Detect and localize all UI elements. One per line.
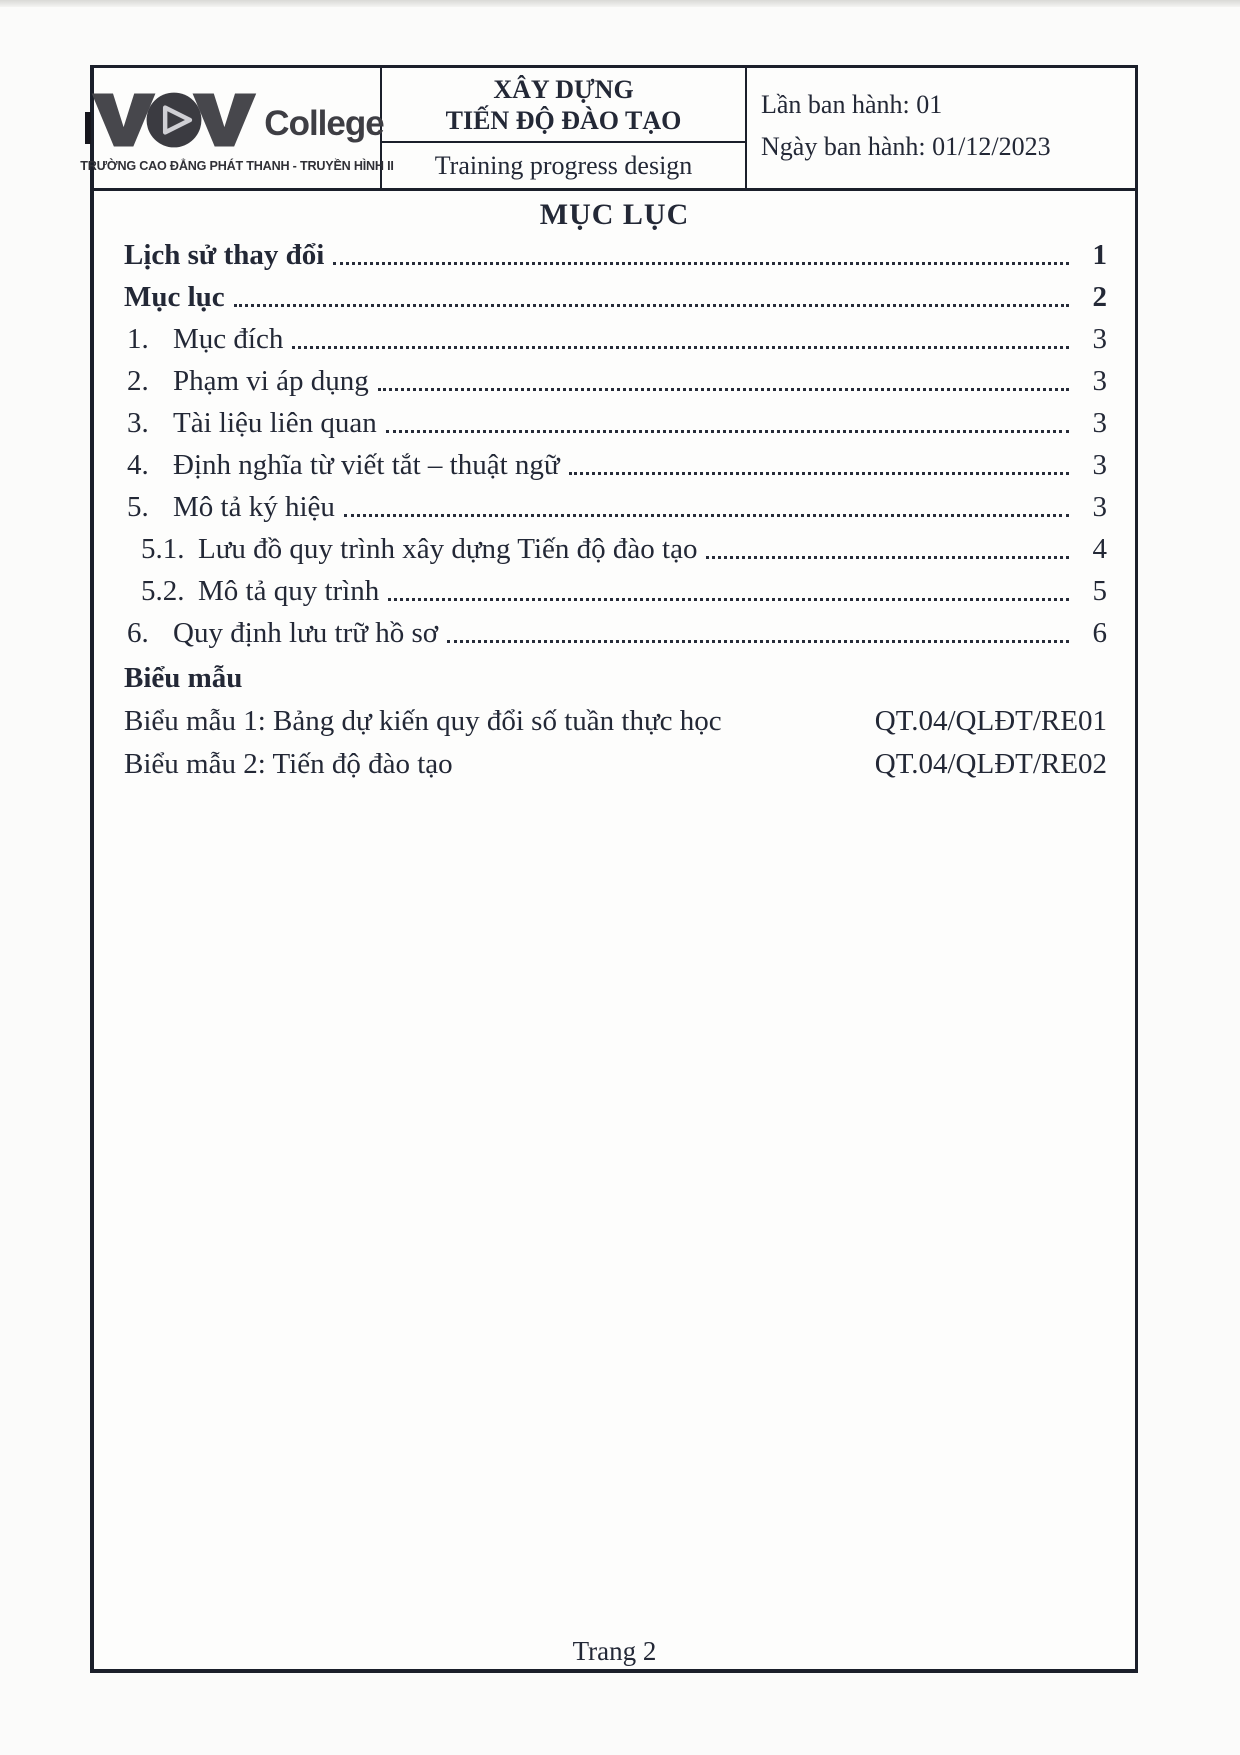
toc-entry-page: 2 xyxy=(1092,280,1107,313)
toc-entry xyxy=(94,318,1135,360)
toc-entry-label: Lịch sử thay đổi xyxy=(124,238,325,271)
dotted-leader xyxy=(569,472,1069,475)
toc-entry-page: 3 xyxy=(1092,322,1107,355)
toc-entry-page: 5 xyxy=(1092,574,1107,607)
dotted-leader xyxy=(344,514,1069,517)
toc-entry xyxy=(94,444,1135,486)
document-frame xyxy=(80,65,1138,1673)
logo-cell xyxy=(80,68,394,188)
toc-entry-number: 6. xyxy=(127,616,149,649)
toc-entry xyxy=(94,528,1135,570)
dotted-leader xyxy=(333,262,1069,265)
toc-entry xyxy=(94,612,1135,654)
vov-logo xyxy=(90,88,383,152)
toc-title: MỤC LỤC xyxy=(539,198,690,231)
dotted-leader xyxy=(292,346,1069,349)
toc-entry xyxy=(94,276,1135,318)
form-row xyxy=(94,700,1135,743)
toc-entry-page: 6 xyxy=(1092,616,1107,649)
page-footer: Trang 2 xyxy=(572,1636,657,1666)
issue-number: Lần ban hành: 01 xyxy=(761,90,943,119)
toc-entry-label: Mô tả quy trình xyxy=(198,574,380,607)
dotted-leader xyxy=(386,430,1069,433)
toc-entry-page: 3 xyxy=(1092,406,1107,439)
title-line2: TIẾN ĐỘ ĐÀO TẠO xyxy=(445,105,682,135)
logo-college-text: College xyxy=(264,103,384,143)
toc-entry xyxy=(94,360,1135,402)
dotted-leader xyxy=(378,388,1069,391)
forms-list xyxy=(94,700,1135,786)
toc-entry-number: 4. xyxy=(127,448,149,481)
title-cell xyxy=(382,68,747,188)
toc-entry-number: 5.2. xyxy=(141,574,185,607)
toc-entry-page: 1 xyxy=(1092,238,1107,271)
dotted-leader xyxy=(234,304,1069,307)
toc-entry-number: 3. xyxy=(127,406,149,439)
toc-entry-page: 3 xyxy=(1092,448,1107,481)
toc-entry-label: Lưu đồ quy trình xây dựng Tiến độ đào tạo xyxy=(198,532,698,565)
form-label: Biểu mẫu 2: Tiến độ đào tạo xyxy=(124,748,453,780)
toc-entry xyxy=(94,570,1135,612)
document-subtitle: Training progress design xyxy=(434,150,693,180)
toc-list xyxy=(94,234,1135,654)
form-label: Biểu mẫu 1: Bảng dự kiến quy đổi số tuần thực học xyxy=(124,705,722,737)
dotted-leader xyxy=(388,598,1069,601)
toc-entry-label: Phạm vi áp dụng xyxy=(173,364,369,397)
dotted-leader xyxy=(706,556,1069,559)
document-header xyxy=(80,68,1135,191)
toc-entry-number: 2. xyxy=(127,364,149,397)
vov-play-logo-icon xyxy=(90,88,258,152)
toc-entry-page: 3 xyxy=(1092,364,1107,397)
toc-entry xyxy=(94,486,1135,528)
toc-entry-number: 1. xyxy=(127,322,149,355)
toc-entry-page: 3 xyxy=(1092,490,1107,523)
document-title xyxy=(382,68,745,143)
toc-entry-label: Định nghĩa từ viết tắt – thuật ngữ xyxy=(173,448,560,481)
forms-heading: Biểu mẫu xyxy=(124,662,243,694)
form-code: QT.04/QLĐT/RE01 xyxy=(874,705,1107,737)
toc-entry-label: Mục đích xyxy=(173,322,284,355)
toc-entry-label: Mục lục xyxy=(124,280,225,313)
title-line1: XÂY DỰNG xyxy=(493,74,634,104)
scan-artifact-mark xyxy=(85,112,91,144)
toc-entry xyxy=(94,234,1135,276)
toc-entry-label: Quy định lưu trữ hồ sơ xyxy=(173,616,439,649)
issue-cell xyxy=(747,68,1135,188)
toc-entry-page: 4 xyxy=(1092,532,1107,565)
toc-entry xyxy=(94,402,1135,444)
issue-date: Ngày ban hành: 01/12/2023 xyxy=(761,132,1051,161)
toc-entry-label: Tài liệu liên quan xyxy=(173,406,377,439)
scan-edge-shadow xyxy=(0,0,1240,7)
form-code: QT.04/QLĐT/RE02 xyxy=(874,748,1107,780)
toc-entry-number: 5. xyxy=(127,490,149,523)
dotted-leader xyxy=(447,640,1069,643)
form-row xyxy=(94,743,1135,786)
toc-entry-number: 5.1. xyxy=(141,532,185,565)
logo-tagline: TRƯỜNG CAO ĐẲNG PHÁT THANH - TRUYỀN HÌNH II xyxy=(80,158,394,173)
toc-entry-label: Mô tả ký hiệu xyxy=(173,490,335,523)
